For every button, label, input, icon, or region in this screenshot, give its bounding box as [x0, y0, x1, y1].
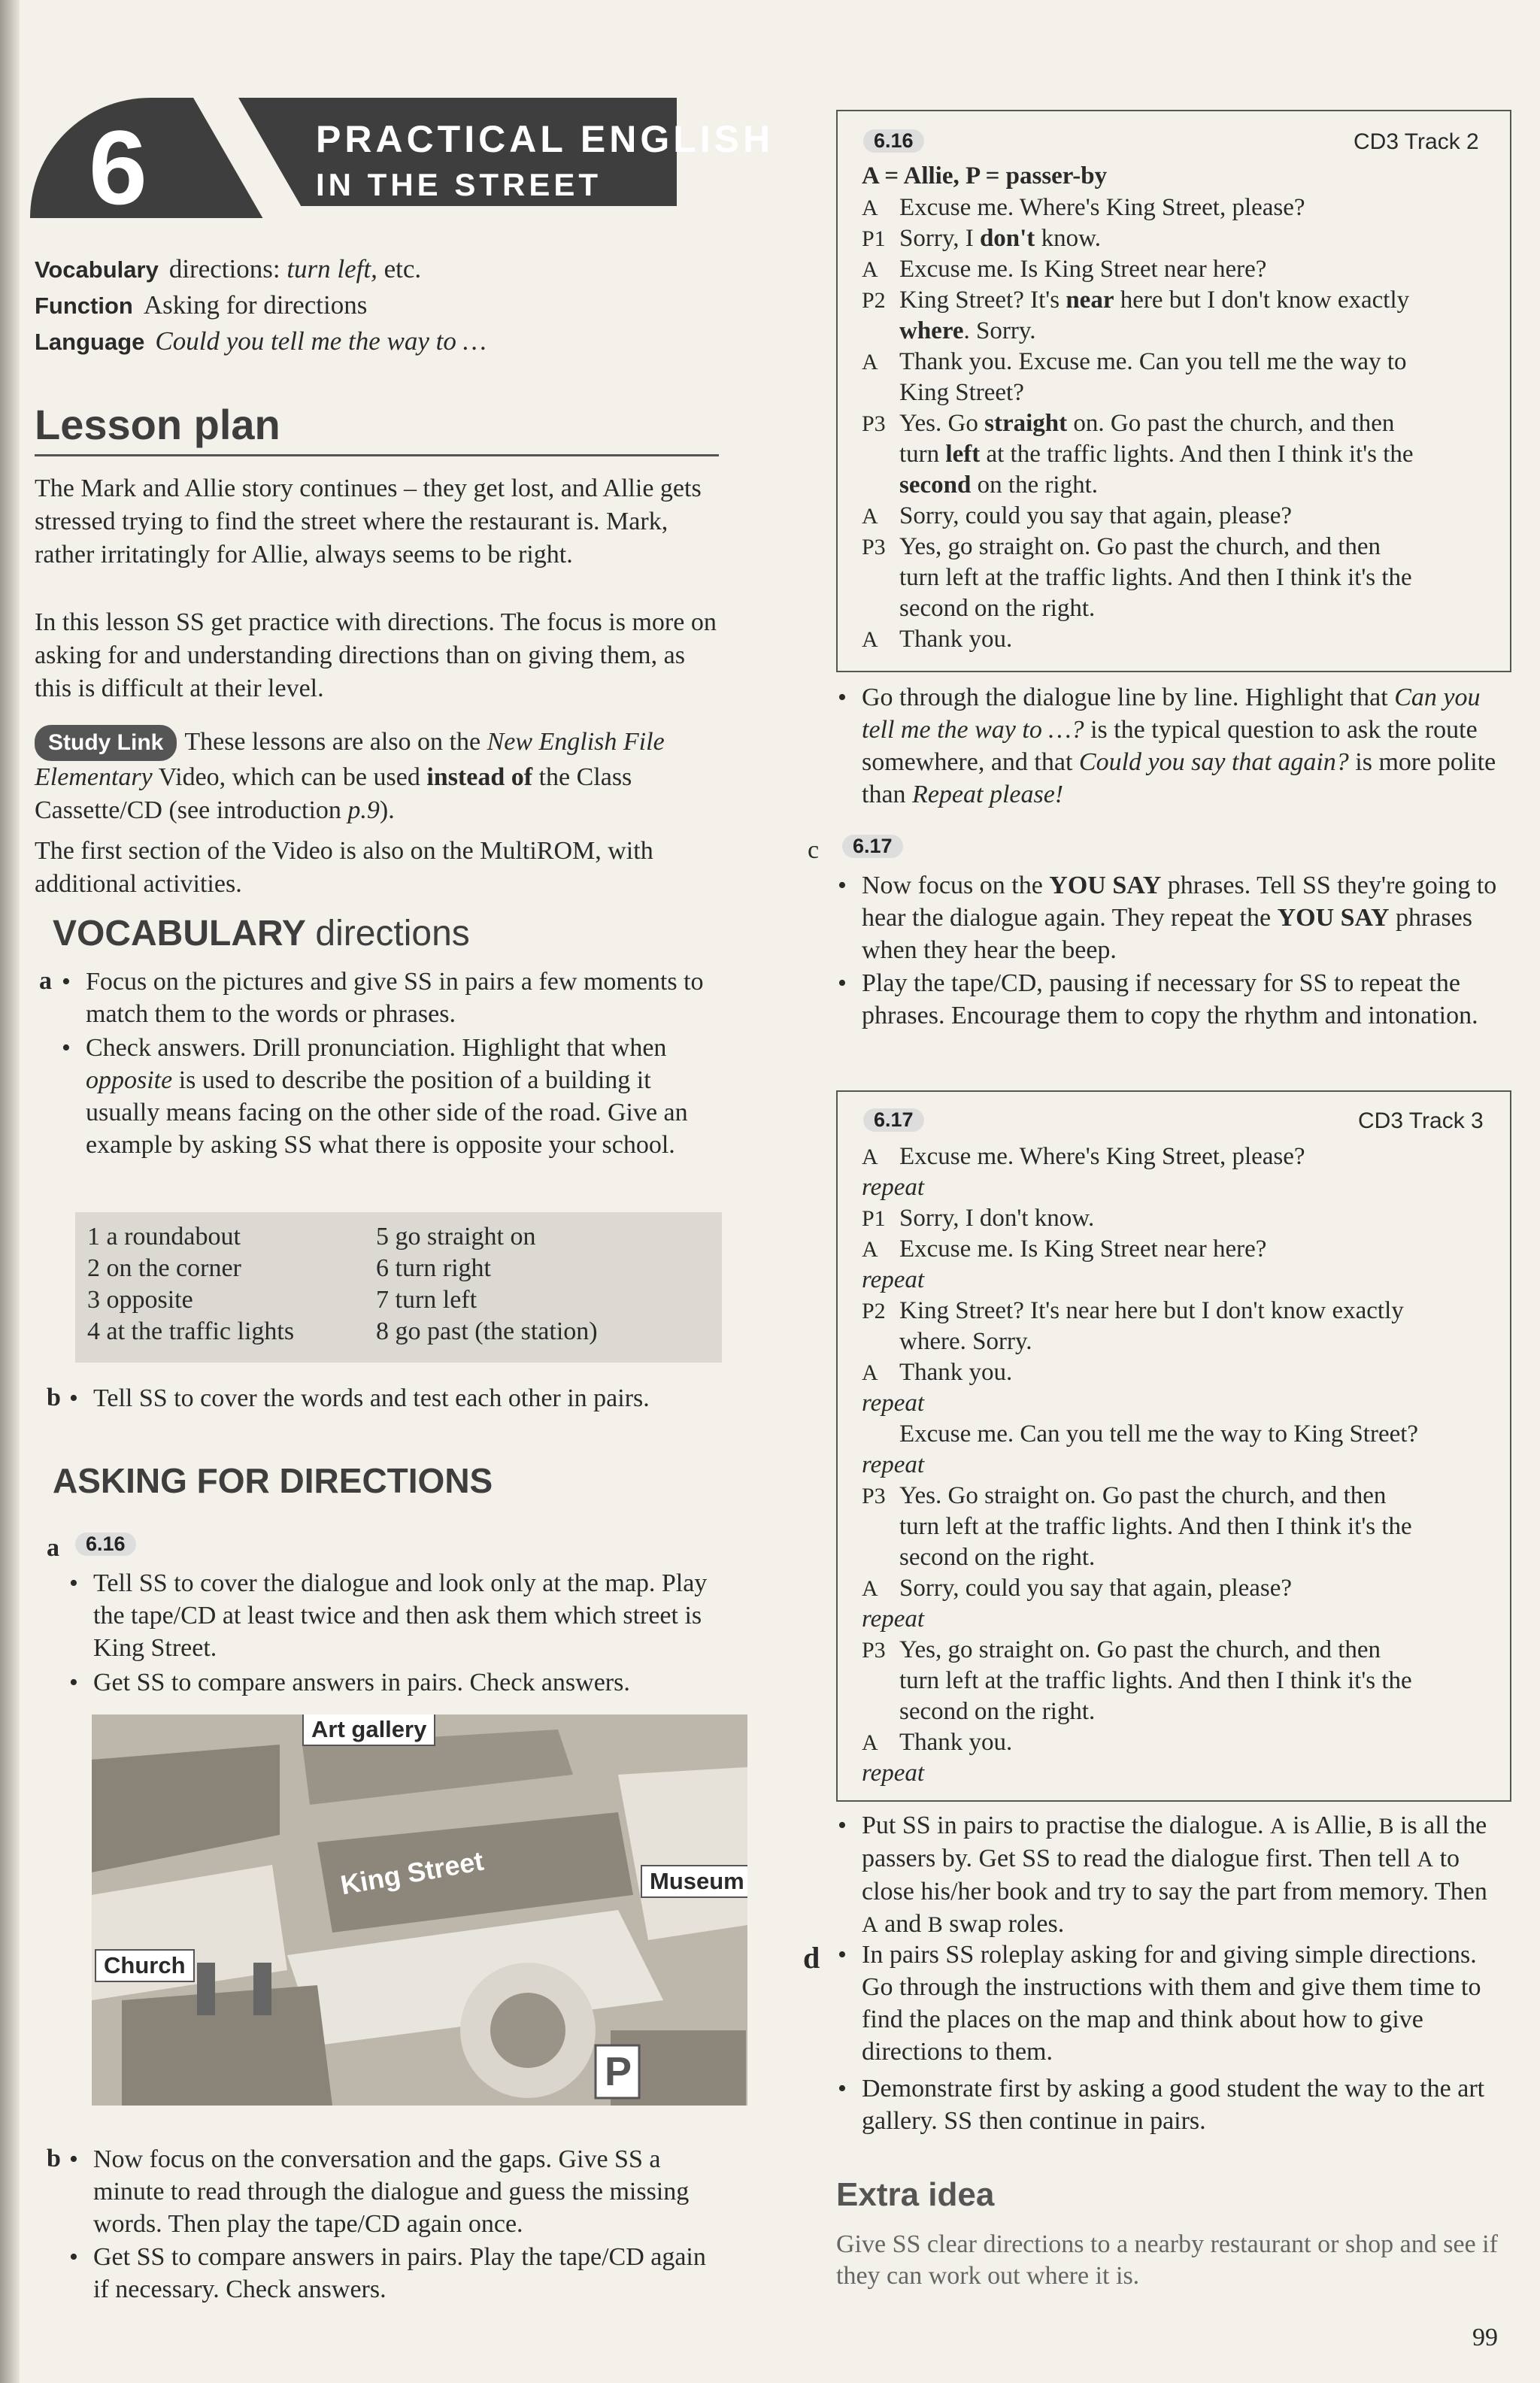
d-bullet-1: • In pairs SS roleplay asking for and giving simple directions. Go through the instructions with them and give them time to find the places on the map and think about how to give directions to them.: [838, 1941, 1481, 2066]
page-number: 99: [1472, 2324, 1498, 2351]
unit-title-line2: IN THE STREET: [316, 167, 602, 202]
asking-bullet-1: • Tell SS to cover the dialogue and look only at the map. Play the tape/CD at least twice and then ask them which street is King Street.: [69, 1569, 708, 1662]
dialogue-line: P3 Yes, go straight on. Go past the church, and then: [862, 533, 1381, 560]
dialogue-line-cont: turn left at the traffic lights. And then I think it's the: [899, 564, 1412, 591]
dialogue-line: P1 Sorry, I don't know.: [862, 225, 1102, 252]
box2-track-pill: 6.17: [863, 1108, 924, 1132]
pairs-bullet: • Put SS in pairs to practise the dialogue. A is Allie, B is all the passers by. Get SS to read the dialogue first. Then tell A to close his/her book and try to say the part from memory. Then A and B swap roles.: [838, 1812, 1487, 1938]
map-label-museum: Museum: [641, 1865, 747, 1898]
section-letter-b2: b: [47, 2145, 61, 2172]
answer-item: 1 a roundabout: [87, 1223, 241, 1251]
dialogue-line: P2 King Street? It's near here but I don't know exactly: [862, 1297, 1404, 1324]
dialogue-line-cont: second on the right.: [899, 1544, 1096, 1571]
answer-item: 5 go straight on: [376, 1223, 536, 1251]
repeat-cue: repeat: [862, 1605, 925, 1633]
dialogue-line: P3 Yes. Go straight on. Go past the church, and then: [862, 410, 1395, 437]
meta-function: Function Asking for directions: [35, 290, 368, 320]
repeat-cue: repeat: [862, 1451, 925, 1478]
map-label-art-gallery: Art gallery: [302, 1714, 435, 1746]
vocab-bullet-2: • Check answers. Drill pronunciation. Highlight that when opposite is used to describe the position of a building it usually means facing on the other side of the road. Give an example by asking SS what there is opposite your school.: [62, 1034, 688, 1159]
box2-cd-track: CD3 Track 3: [1358, 1108, 1484, 1133]
dialogue-line: P3 Yes, go straight on. Go past the church, and then: [862, 1636, 1381, 1663]
dialogue-bullet: • Go through the dialogue line by line. Highlight that Can you tell me the way to …? is the typical question to ask the route somewhere, and that Could you say that again? is more polite than Repeat please!: [838, 684, 1496, 808]
map-parking-sign: P: [605, 2049, 632, 2094]
dialogue-line: A Thank you. Excuse me. Can you tell me the way to: [862, 348, 1407, 375]
box1-cd-track: CD3 Track 2: [1354, 129, 1479, 154]
page-binding-shadow: [0, 0, 20, 2383]
asking-heading: ASKING FOR DIRECTIONS: [53, 1461, 493, 1500]
meta-language: Language Could you tell me the way to …: [35, 326, 487, 356]
heading-rule: [35, 454, 719, 456]
study-link-badge: Study Link: [35, 725, 177, 761]
vocab-b-bullet: • Tell SS to cover the words and test each other in pairs.: [69, 1384, 650, 1412]
dialogue-line: A Thank you.: [862, 1359, 1013, 1386]
answer-item: 8 go past (the station): [376, 1317, 598, 1345]
dialogue-line-cont: where. Sorry.: [899, 317, 1036, 344]
section-letter-b: b: [47, 1384, 61, 1411]
dialogue-line-cont: turn left at the traffic lights. And then I think it's the: [899, 441, 1414, 468]
section-letter-c: c: [808, 836, 820, 864]
dialogue-line-cont: second on the right.: [899, 595, 1096, 622]
dialogue-line-cont: where. Sorry.: [899, 1328, 1032, 1355]
answer-item: 6 turn right: [376, 1254, 491, 1282]
dialogue-line-cont: Excuse me. Can you tell me the way to King Street?: [899, 1420, 1419, 1448]
dialogue-line: A Excuse me. Is King Street near here?: [862, 1235, 1267, 1263]
map-label-king-street: King Street: [338, 1845, 487, 1901]
dialogue-line: A Sorry, could you say that again, please?: [862, 1575, 1293, 1602]
dialogue-line-cont: turn left at the traffic lights. And then I think it's the: [899, 1667, 1412, 1694]
dialogue-line: A Thank you.: [862, 626, 1013, 653]
repeat-cue: repeat: [862, 1760, 925, 1787]
track-6-16-pill: 6.16: [75, 1533, 136, 1556]
dialogue-line: P3 Yes. Go straight on. Go past the church, and then: [862, 1482, 1387, 1509]
dialogue-line: P1 Sorry, I don't know.: [862, 1205, 1095, 1232]
lesson-plan-para-3: Study Link These lessons are also on the New English File Elementary Video, which can be used instead of the Class Cassette/CD (see introduction p.9).: [35, 725, 726, 827]
dialogue-line: P2 King Street? It's near here but I don't know exactly: [862, 287, 1410, 314]
vocab-bullet-1: • Focus on the pictures and give SS in pairs a few moments to match them to the words or phrases.: [62, 968, 704, 1028]
c-bullet-2: • Play the tape/CD, pausing if necessary for SS to repeat the phrases. Encourage them to copy the rhythm and intonation.: [838, 969, 1478, 1029]
vocabulary-heading: VOCABULARY directions: [53, 914, 470, 954]
repeat-cue: repeat: [862, 1390, 925, 1417]
lesson-plan-para-2: In this lesson SS get practice with directions. The focus is more on asking for and understanding directions than on giving them, as this is difficult at their level.: [35, 608, 717, 702]
unit-number: 6: [89, 108, 147, 226]
dialogue-line-cont: turn left at the traffic lights. And then I think it's the: [899, 1513, 1412, 1540]
answer-key-box: [75, 1212, 722, 1363]
extra-idea-heading: Extra idea: [836, 2176, 995, 2213]
asking-bullet-2: • Get SS to compare answers in pairs. Check answers.: [69, 1669, 630, 1696]
answer-item: 2 on the corner: [87, 1254, 241, 1282]
extra-idea-text: Give SS clear directions to a nearby restaurant or shop and see if they can work out where it is.: [836, 2230, 1498, 2290]
track-6-17-pill: 6.17: [842, 835, 903, 858]
dialogue-line: A Excuse me. Is King Street near here?: [862, 256, 1267, 283]
dialogue-line-cont: King Street?: [899, 379, 1024, 406]
lesson-plan-para-1: The Mark and Allie story continues – they get lost, and Allie gets stressed trying to find the street where the restaurant is. Mark, rather irritatingly for Allie, always seems to be right.: [35, 474, 702, 568]
dialogue-line: A Thank you.: [862, 1729, 1013, 1756]
section-letter-a2: a: [47, 1534, 59, 1562]
lesson-plan-heading: Lesson plan: [35, 401, 280, 448]
unit-title-line1: PRACTICAL ENGLISH: [316, 118, 775, 160]
meta-vocabulary: Vocabulary directions: turn left, etc.: [35, 254, 422, 283]
dialogue-line: A Excuse me. Where's King Street, please?: [862, 194, 1305, 221]
d-bullet-2: • Demonstrate first by asking a good student the way to the art gallery. SS then continue in pairs.: [838, 2075, 1485, 2135]
dialogue-line: A Excuse me. Where's King Street, please?: [862, 1143, 1305, 1170]
asking-b-bullet-1: • Now focus on the conversation and the gaps. Give SS a minute to read through the dialogue and guess the missing words. Then play the tape/CD again once.: [69, 2145, 690, 2238]
answer-item: 4 at the traffic lights: [87, 1317, 295, 1345]
c-bullet-1: • Now focus on the YOU SAY phrases. Tell SS they're going to hear the dialogue again. They repeat the YOU SAY phrases when they hear the beep.: [838, 872, 1497, 964]
box1-cast: A = Allie, P = passer-by: [862, 162, 1108, 189]
answer-item: 7 turn left: [376, 1286, 477, 1314]
repeat-cue: repeat: [862, 1174, 925, 1201]
section-letter-d: d: [803, 1941, 820, 1975]
box1-track-pill: 6.16: [863, 129, 924, 153]
lesson-plan-para-4: The first section of the Video is also on the MultiROM, with additional activities.: [35, 837, 653, 898]
section-letter-a: a: [39, 967, 52, 995]
street-map: [92, 1714, 747, 2106]
dialogue-line-cont: second on the right.: [899, 1698, 1096, 1725]
repeat-cue: repeat: [862, 1266, 925, 1293]
dialogue-line: A Sorry, could you say that again, please?: [862, 502, 1293, 529]
asking-b-bullet-2: • Get SS to compare answers in pairs. Play the tape/CD again if necessary. Check answers.: [69, 2243, 706, 2303]
dialogue-line-cont: second on the right.: [899, 471, 1098, 499]
map-drawing: [92, 1714, 747, 2106]
answer-item: 3 opposite: [87, 1286, 193, 1314]
map-label-church: Church: [95, 1949, 195, 1982]
